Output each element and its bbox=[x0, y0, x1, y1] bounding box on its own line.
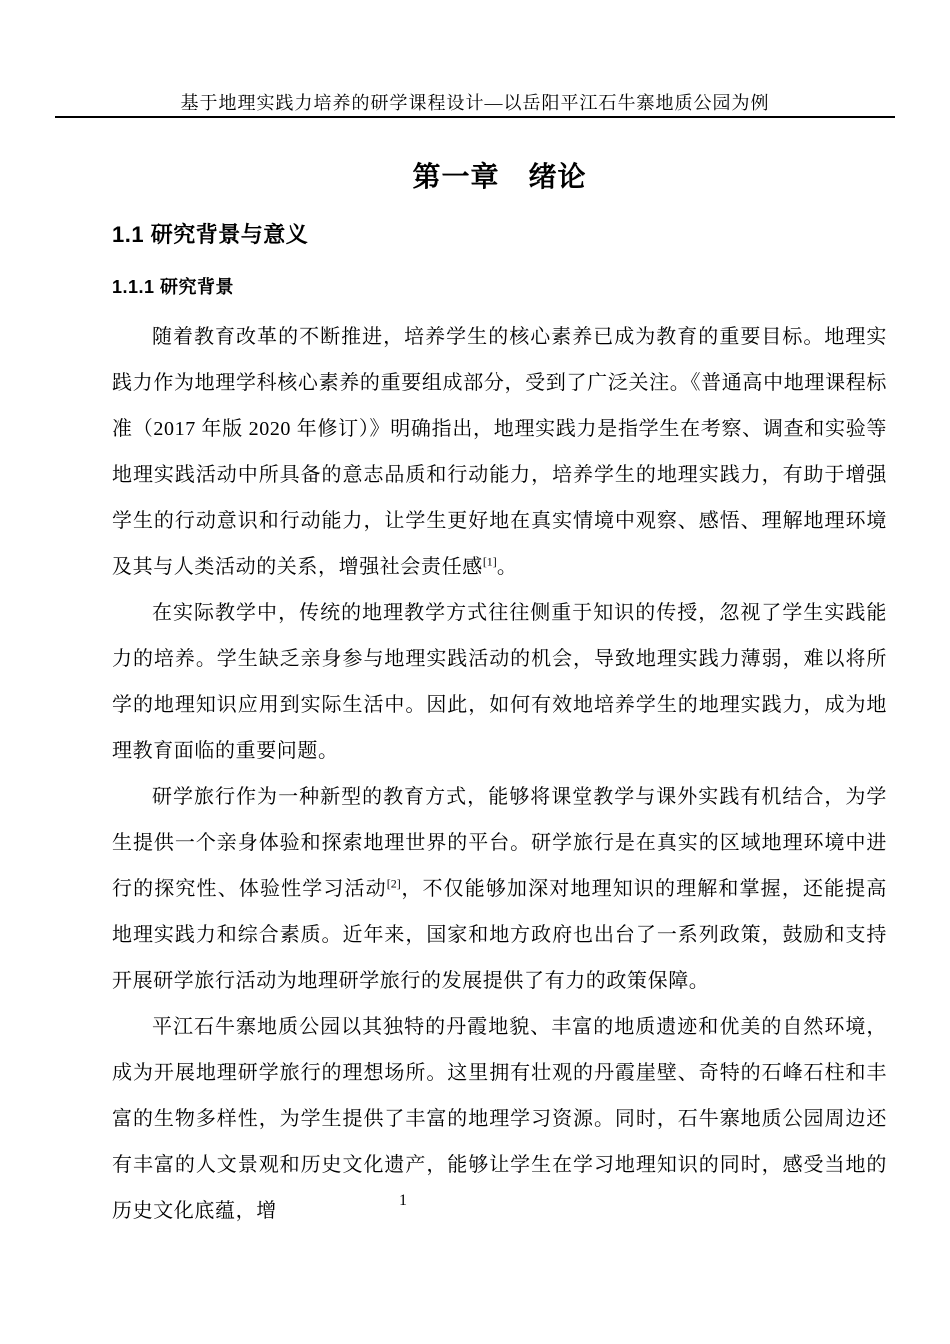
page-content bbox=[0, 160, 950, 1234]
paragraph bbox=[112, 314, 887, 590]
section-heading-1-1: 1.1 研究背景与意义 bbox=[112, 222, 309, 247]
paragraph bbox=[112, 590, 887, 774]
text-run: ，不仅能够加深对地理知识的理解和掌握，还能提高地理实践力和综合素质。近年来，国家和地方政府也出台了一系列政策，鼓励和支持开展研学旅行活动为地理研学旅行的发展提供了有力的政策保障。 bbox=[112, 878, 887, 992]
paragraph bbox=[112, 1004, 887, 1234]
chapter-title: 第一章 绪论 bbox=[412, 161, 587, 192]
text-run: 。 bbox=[496, 556, 518, 578]
running-header: 基于地理实践力培养的研学课程设计—以岳阳平江石牛寨地质公园为例 bbox=[180, 93, 770, 113]
subsection-heading-1-1-1: 1.1.1 研究背景 bbox=[112, 277, 235, 297]
footnote-ref: [1] bbox=[482, 554, 497, 569]
text-run: 在实际教学中，传统的地理教学方式往往侧重于知识的传授，忽视了学生实践能力的培养。学生缺乏亲身参与地理实践活动的机会，导致地理实践力薄弱，难以将所学的地理知识应用到实际生活中。因此，如何有效地培养学生的地理实践力，成为地理教育面临的重要问题。 bbox=[112, 602, 887, 762]
header-rule bbox=[55, 116, 895, 118]
text-run: 平江石牛寨地质公园以其独特的丹霞地貌、丰富的地质遗迹和优美的自然环境，成为开展地理研学旅行的理想场所。这里拥有壮观的丹霞崖壁、奇特的石峰石柱和丰富的生物多样性，为学生提供了丰富的地理学习资源。同时，石牛寨地质公园周边还有丰富的人文景观和历史文化遗产，能够让学生在学习地理知识的同时，感受当地的历史文化底蕴，增 bbox=[112, 1016, 887, 1222]
text-run: 研学旅行作为一种新型的教育方式，能够将课堂教学与课外实践有机结合，为学生提供一个亲身体验和探索地理世界的平台。研学旅行是在真实的区域地理环境中进行的探究性、体验性学习活动 bbox=[112, 786, 887, 900]
footnote-ref: [2] bbox=[386, 876, 401, 891]
paragraph bbox=[112, 774, 887, 1004]
body-paragraphs bbox=[112, 314, 887, 1234]
text-run: 随着教育改革的不断推进，培养学生的核心素养已成为教育的重要目标。地理实践力作为地理学科核心素养的重要组成部分，受到了广泛关注。《普通高中地理课程标准（2017 年版 2020 年修订）》明确指出，地理实践力是指学生在考察、调查和实验等地理实践活动中所具备的意志品质和行动能力，培养学生的地理实践力，有助于增强学生的行动意识和行动能力，让学生更好地在真实情境中观察、感悟、理解地理环境及其与人类活动的关系，增强社会责任感 bbox=[112, 326, 887, 578]
page-number: 1 bbox=[399, 1192, 407, 1209]
